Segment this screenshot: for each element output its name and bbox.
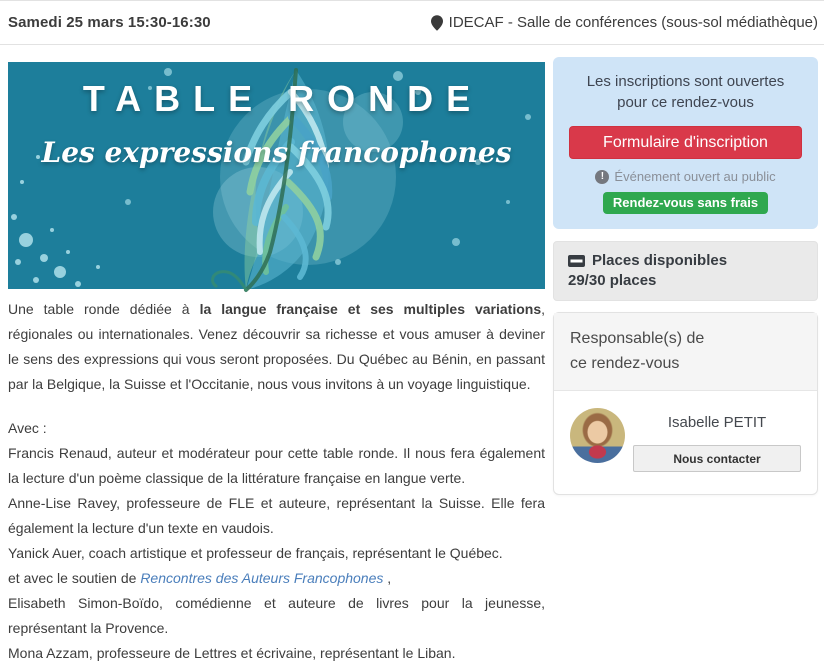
event-sidebar [553,57,818,666]
organizer-title-line1: Responsable(s) de [570,330,705,347]
content-columns [0,45,824,666]
organizer-title-line2: ce rendez-vous [570,355,680,372]
speaker-line: Yanick Auer, coach artistique et professeur de français, représentant le Québec. [8,545,503,561]
support-suffix: , [383,570,392,586]
organizer-avatar [570,408,625,463]
registration-form-button[interactable]: Formulaire d'inscription [569,126,802,159]
organizer-details [633,408,801,472]
organizer-card-body [554,391,817,494]
speaker-line: Mona Azzam, professeure de Lettres et écrivaine, représentant le Liban. [8,645,456,661]
event-description [8,297,545,666]
public-event-label: Événement ouvert au public [614,169,776,184]
registration-box [553,57,818,229]
availability-count: 29/30 places [568,272,657,289]
speaker-line: Francis Renaud, auteur et modérateur pour cette table ronde. Il nous fera également la lecture d'un poème classique de la littérature française en langue verte. [8,445,545,486]
organizer-card-header [554,313,817,391]
banner-subtitle: Les expressions francophones [41,136,512,169]
availability-title-row [568,252,803,269]
availability-title: Places disponibles [592,252,728,269]
support-line [8,566,545,591]
speaker-line: Elisabeth Simon-Boïdo, comédienne et auteure de livres pour la jeunesse, représentant la Provence. [8,595,545,636]
registration-status [569,71,802,113]
availability-box [553,241,818,301]
event-main-column [8,45,545,666]
support-prefix: et avec le soutien de [8,570,141,586]
event-datetime: Samedi 25 mars 15:30-16:30 [8,14,211,31]
description-bold-text: la langue française et ses multiples variations [199,301,542,317]
event-banner-image [8,62,545,289]
organizer-card [553,312,818,495]
event-location-label: IDECAF - Salle de conférences (sous-sol médiathèque) [448,14,818,31]
description-text: , régionales ou internationales. Venez découvrir sa richesse et vous amuser à deviner le sens des expressions qui vous seront proposées. Du Québec au Bénin, en passant par la Belgique, la Suisse et l'Occitanie, nous vous invitons à un voyage linguistique. [8,301,546,392]
registration-status-line1: Les inscriptions sont ouvertes [586,73,785,90]
public-event-note [569,169,802,184]
info-icon: ! [595,170,609,184]
event-header [0,0,824,45]
speaker-line: Anne-Lise Ravey, professeure de FLE et auteure, représentant la Suisse. Elle fera également la lecture d'un texte en vaudois. [8,495,545,536]
free-event-badge: Rendez-vous sans frais [603,192,768,214]
banner-title: TABLE RONDE [82,78,484,119]
ticket-icon [568,255,585,267]
event-location [431,14,818,31]
support-link[interactable]: Rencontres des Auteurs Francophones [140,570,384,586]
registration-status-line2: pour ce rendez-vous [617,94,754,111]
organizer-name: Isabelle PETIT [667,414,767,431]
map-pin-icon [431,15,443,31]
contact-button[interactable]: Nous contacter [633,445,801,472]
description-text: Une table ronde dédiée à [8,301,200,317]
with-label: Avec : [8,420,47,436]
description-paragraph [8,297,545,397]
